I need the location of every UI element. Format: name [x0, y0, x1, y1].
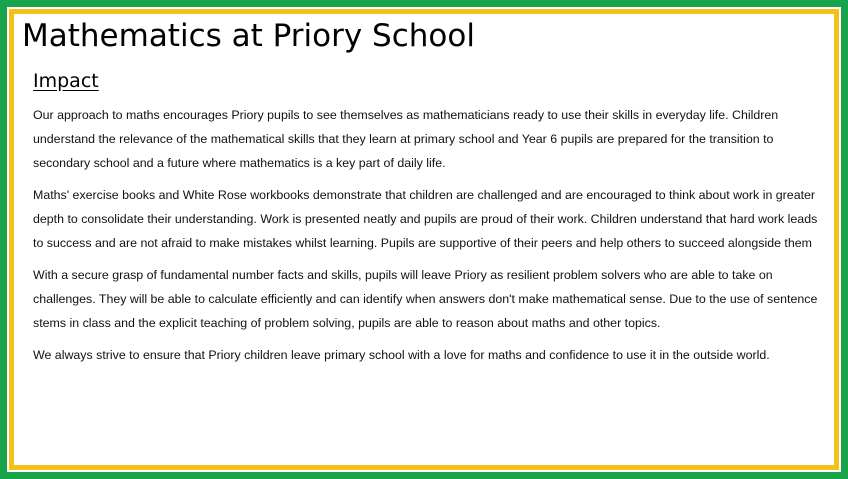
- paragraph-workbooks: Maths' exercise books and White Rose workbooks demonstrate that children are challenged and are encouraged to think about work in greater depth to consolidate their understanding. Work is presented neatly and pupils are proud of their work. Children understand that hard work leads to success and are not afraid to make mistakes whilst learning. Pupils are supportive of their peers and help others to succeed alongside them: [33, 188, 818, 250]
- paragraph-approach: Our approach to maths encourages Priory pupils to see themselves as mathematicians ready to use their skills in everyday life. Children understand the relevance of the mathematical skills that they learn at primary school and Year 6 pupils are prepared for the transition to secondary school and a future where mathematics is a key part of daily life.: [33, 108, 779, 170]
- impact-body: [33, 103, 818, 375]
- paragraph-number-facts: With a secure grasp of fundamental number facts and skills, pupils will leave Priory as resilient problem solvers who are able to take on challenges. They will be able to calculate efficiently and can identify when answers don't make mathematical sense. Due to the use of sentence stems in class and the explicit teaching of problem solving, pupils are able to reason about maths and other topics.: [33, 268, 818, 330]
- page-title: Mathematics at Priory School: [22, 18, 475, 54]
- section-heading-impact: Impact: [33, 70, 99, 92]
- paragraph-strive: We always strive to ensure that Priory children leave primary school with a love for maths and confidence to use it in the outside world.: [33, 348, 770, 362]
